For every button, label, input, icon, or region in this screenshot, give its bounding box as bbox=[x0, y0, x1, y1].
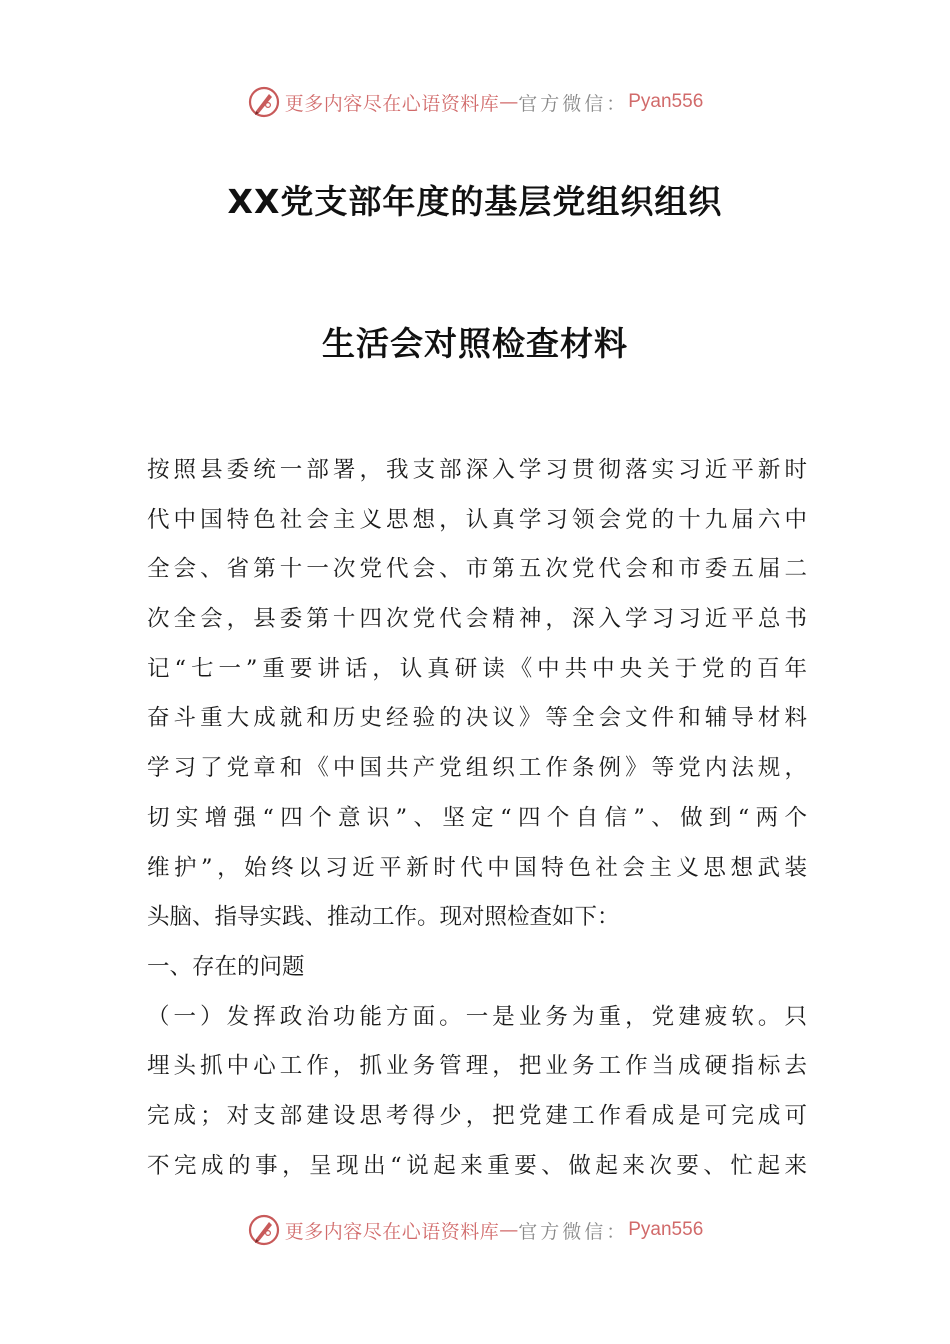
watermark-wechat-id: Pyan556 bbox=[628, 91, 704, 112]
body-line: 维护”，始终以习近平新时代中国特色社会主义思想武装 bbox=[147, 854, 807, 881]
body-line: 奋斗重大成就和历史经验的决议》等全会文件和辅导材料 bbox=[147, 705, 807, 732]
header-watermark bbox=[0, 82, 950, 122]
body-line: （一）发挥政治功能方面。一是业务为重，党建疲软。只 bbox=[147, 1003, 807, 1030]
body-line: 学习了党章和《中国共产党组织工作条例》等党内法规， bbox=[147, 755, 807, 782]
watermark-label: 官方微信： bbox=[518, 92, 629, 115]
watermark-site-text: 更多内容尽在心语资料库 bbox=[284, 92, 500, 115]
watermark-dash: — bbox=[499, 1219, 519, 1241]
footer-watermark bbox=[0, 1210, 950, 1250]
body-line: 完成；对支部建设思考得少，把党建工作看成是可完成可 bbox=[147, 1102, 807, 1129]
body-line: 按照县委统一部署，我支部深入学习贯彻落实习近平新时 bbox=[147, 457, 807, 483]
document-body bbox=[147, 446, 807, 1191]
watermark-dash: — bbox=[499, 91, 519, 113]
pen-logo-icon bbox=[247, 85, 281, 119]
body-line: 埋头抓中心工作，抓业务管理，把业务工作当成硬指标去 bbox=[147, 1053, 807, 1080]
body-line: 次全会，县委第十四次党代会精神，深入学习习近平总书 bbox=[147, 606, 807, 633]
document-title-line-1: XX党支部年度的基层党组织组织 bbox=[227, 182, 723, 221]
body-line: 代中国特色社会主义思想，认真学习领会党的十九届六中 bbox=[147, 506, 807, 533]
section-heading: 一、存在的问题 bbox=[147, 953, 305, 980]
watermark-site-text: 更多内容尽在心语资料库 bbox=[284, 1220, 500, 1243]
body-line: 全会、省第十一次党代会、市第五次党代会和市委五届二 bbox=[147, 556, 807, 583]
document-title-line-2: 生活会对照检查材料 bbox=[322, 324, 628, 363]
watermark-wechat-id: Pyan556 bbox=[628, 1219, 704, 1240]
body-line: 不完成的事，呈现出“说起来重要、做起来次要、忙起来 bbox=[147, 1152, 807, 1179]
watermark-label: 官方微信： bbox=[518, 1220, 629, 1243]
body-line: 头脑、指导实践、推动工作。现对照检查如下： bbox=[147, 904, 620, 931]
body-line: 切实增强“四个意识”、坚定“四个自信”、做到“两个 bbox=[147, 804, 807, 831]
pen-logo-icon bbox=[247, 1213, 281, 1247]
body-line: 记“七一”重要讲话，认真研读《中共中央关于党的百年 bbox=[147, 655, 807, 682]
